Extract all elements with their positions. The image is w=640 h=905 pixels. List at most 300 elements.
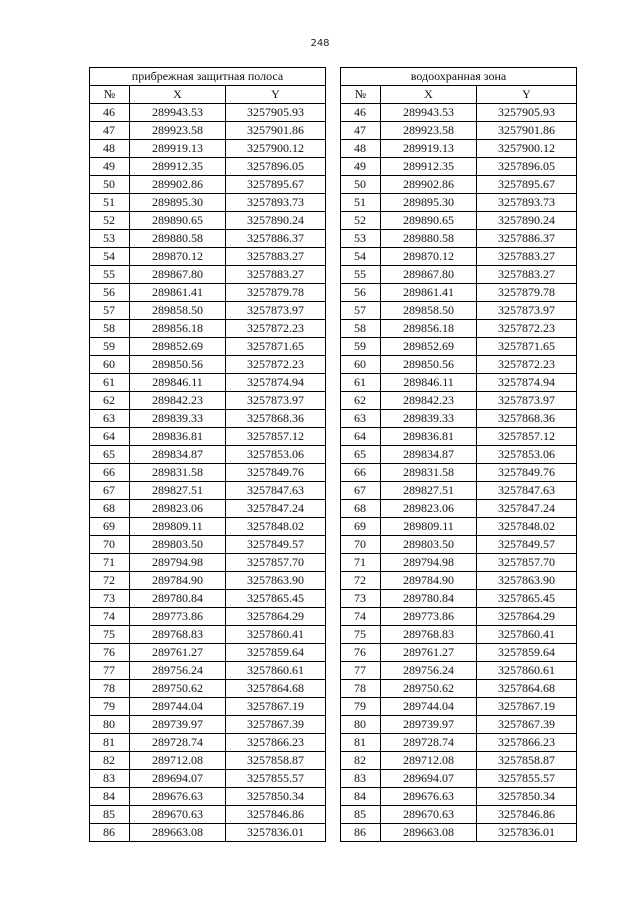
right-x-coordinate: 289842.23 [381,392,477,410]
table-row [90,428,577,446]
table-gap [326,356,341,374]
right-y-coordinate: 3257871.65 [477,338,577,356]
right-point-number: 66 [341,464,381,482]
right-y-coordinate: 3257865.45 [477,590,577,608]
right-y-coordinate: 3257867.39 [477,716,577,734]
column-header-row [90,86,577,104]
table-row [90,590,577,608]
right-x-coordinate: 289834.87 [381,446,477,464]
right-x-coordinate: 289744.04 [381,698,477,716]
left-y-coordinate: 3257886.37 [226,230,326,248]
left-y-coordinate: 3257855.57 [226,770,326,788]
right-y-coordinate: 3257895.67 [477,176,577,194]
right-point-number: 79 [341,698,381,716]
right-y-coordinate: 3257836.01 [477,824,577,842]
right-x-coordinate: 289919.13 [381,140,477,158]
right-x-coordinate: 289870.12 [381,248,477,266]
right-header-x: X [381,86,477,104]
right-point-number: 74 [341,608,381,626]
left-x-coordinate: 289912.35 [130,158,226,176]
right-x-coordinate: 289712.08 [381,752,477,770]
right-y-coordinate: 3257863.90 [477,572,577,590]
left-point-number: 54 [90,248,130,266]
left-y-coordinate: 3257905.93 [226,104,326,122]
left-y-coordinate: 3257873.97 [226,392,326,410]
right-x-coordinate: 289809.11 [381,518,477,536]
left-y-coordinate: 3257859.64 [226,644,326,662]
table-gap [326,608,341,626]
right-x-coordinate: 289694.07 [381,770,477,788]
right-point-number: 85 [341,806,381,824]
right-y-coordinate: 3257868.36 [477,410,577,428]
right-y-coordinate: 3257860.61 [477,662,577,680]
table-row [90,410,577,428]
table-gap [326,590,341,608]
left-x-coordinate: 289739.97 [130,716,226,734]
table-gap [326,338,341,356]
left-header-num: № [90,86,130,104]
right-x-coordinate: 289784.90 [381,572,477,590]
right-header-y: Y [477,86,577,104]
table-gap [326,212,341,230]
right-x-coordinate: 289768.83 [381,626,477,644]
table-row [90,662,577,680]
right-y-coordinate: 3257850.34 [477,788,577,806]
left-point-number: 60 [90,356,130,374]
table-row [90,194,577,212]
left-y-coordinate: 3257901.86 [226,122,326,140]
left-point-number: 84 [90,788,130,806]
left-x-coordinate: 289784.90 [130,572,226,590]
left-y-coordinate: 3257879.78 [226,284,326,302]
right-x-coordinate: 289773.86 [381,608,477,626]
table-row [90,698,577,716]
left-x-coordinate: 289728.74 [130,734,226,752]
left-point-number: 52 [90,212,130,230]
left-point-number: 50 [90,176,130,194]
table-gap [326,140,341,158]
right-y-coordinate: 3257846.86 [477,806,577,824]
left-y-coordinate: 3257873.97 [226,302,326,320]
right-x-coordinate: 289923.58 [381,122,477,140]
right-y-coordinate: 3257873.97 [477,392,577,410]
left-table-title: прибрежная защитная полоса [90,68,326,86]
left-x-coordinate: 289744.04 [130,698,226,716]
left-y-coordinate: 3257883.27 [226,248,326,266]
table-gap [326,392,341,410]
table-row [90,644,577,662]
left-x-coordinate: 289842.23 [130,392,226,410]
table-row [90,608,577,626]
left-point-number: 86 [90,824,130,842]
table-row [90,230,577,248]
left-x-coordinate: 289803.50 [130,536,226,554]
right-x-coordinate: 289823.06 [381,500,477,518]
right-y-coordinate: 3257847.63 [477,482,577,500]
table-row [90,518,577,536]
right-point-number: 46 [341,104,381,122]
left-y-coordinate: 3257846.86 [226,806,326,824]
left-x-coordinate: 289895.30 [130,194,226,212]
right-y-coordinate: 3257855.57 [477,770,577,788]
left-point-number: 71 [90,554,130,572]
left-x-coordinate: 289861.41 [130,284,226,302]
right-x-coordinate: 289867.80 [381,266,477,284]
table-gap [326,500,341,518]
table-row [90,770,577,788]
right-x-coordinate: 289880.58 [381,230,477,248]
left-point-number: 79 [90,698,130,716]
left-x-coordinate: 289694.07 [130,770,226,788]
left-y-coordinate: 3257867.39 [226,716,326,734]
right-x-coordinate: 289943.53 [381,104,477,122]
left-x-coordinate: 289890.65 [130,212,226,230]
table-body [90,104,577,842]
table-gap [326,428,341,446]
table-row [90,734,577,752]
left-point-number: 53 [90,230,130,248]
right-point-number: 60 [341,356,381,374]
right-point-number: 81 [341,734,381,752]
left-point-number: 85 [90,806,130,824]
right-point-number: 49 [341,158,381,176]
right-point-number: 75 [341,626,381,644]
table-gap [326,104,341,122]
left-point-number: 63 [90,410,130,428]
left-y-coordinate: 3257858.87 [226,752,326,770]
page-number: 248 [310,38,330,49]
right-point-number: 69 [341,518,381,536]
right-x-coordinate: 289831.58 [381,464,477,482]
left-y-coordinate: 3257900.12 [226,140,326,158]
right-y-coordinate: 3257872.23 [477,320,577,338]
table-row [90,446,577,464]
right-x-coordinate: 289756.24 [381,662,477,680]
left-point-number: 46 [90,104,130,122]
left-y-coordinate: 3257872.23 [226,356,326,374]
left-x-coordinate: 289867.80 [130,266,226,284]
left-point-number: 66 [90,464,130,482]
left-y-coordinate: 3257883.27 [226,266,326,284]
left-x-coordinate: 289834.87 [130,446,226,464]
table-row [90,140,577,158]
left-point-number: 48 [90,140,130,158]
right-y-coordinate: 3257905.93 [477,104,577,122]
left-point-number: 74 [90,608,130,626]
right-x-coordinate: 289803.50 [381,536,477,554]
table-gap [326,302,341,320]
left-point-number: 76 [90,644,130,662]
left-y-coordinate: 3257868.36 [226,410,326,428]
right-point-number: 65 [341,446,381,464]
right-x-coordinate: 289780.84 [381,590,477,608]
right-x-coordinate: 289895.30 [381,194,477,212]
left-y-coordinate: 3257836.01 [226,824,326,842]
left-point-number: 57 [90,302,130,320]
right-x-coordinate: 289839.33 [381,410,477,428]
table-row [90,266,577,284]
right-point-number: 76 [341,644,381,662]
table-gap [326,284,341,302]
table-row [90,122,577,140]
table-row [90,788,577,806]
left-point-number: 65 [90,446,130,464]
right-header-num: № [341,86,381,104]
right-point-number: 86 [341,824,381,842]
left-y-coordinate: 3257865.45 [226,590,326,608]
right-y-coordinate: 3257849.76 [477,464,577,482]
right-point-number: 67 [341,482,381,500]
right-point-number: 68 [341,500,381,518]
right-y-coordinate: 3257879.78 [477,284,577,302]
left-x-coordinate: 289846.11 [130,374,226,392]
left-x-coordinate: 289670.63 [130,806,226,824]
left-x-coordinate: 289756.24 [130,662,226,680]
left-x-coordinate: 289794.98 [130,554,226,572]
table-row [90,482,577,500]
left-y-coordinate: 3257867.19 [226,698,326,716]
table-gap [326,644,341,662]
left-x-coordinate: 289870.12 [130,248,226,266]
table-row [90,680,577,698]
table-title-row [90,68,577,86]
right-point-number: 63 [341,410,381,428]
left-header-y: Y [226,86,326,104]
right-x-coordinate: 289856.18 [381,320,477,338]
right-point-number: 58 [341,320,381,338]
left-y-coordinate: 3257860.41 [226,626,326,644]
right-point-number: 47 [341,122,381,140]
table-row [90,374,577,392]
right-x-coordinate: 289676.63 [381,788,477,806]
left-x-coordinate: 289850.56 [130,356,226,374]
left-y-coordinate: 3257849.76 [226,464,326,482]
table-gap [326,824,341,842]
table-row [90,500,577,518]
left-y-coordinate: 3257857.12 [226,428,326,446]
table-row [90,302,577,320]
right-y-coordinate: 3257857.12 [477,428,577,446]
left-x-coordinate: 289943.53 [130,104,226,122]
left-x-coordinate: 289809.11 [130,518,226,536]
right-point-number: 48 [341,140,381,158]
right-x-coordinate: 289902.86 [381,176,477,194]
left-point-number: 73 [90,590,130,608]
right-y-coordinate: 3257901.86 [477,122,577,140]
right-point-number: 72 [341,572,381,590]
left-point-number: 58 [90,320,130,338]
right-x-coordinate: 289728.74 [381,734,477,752]
left-y-coordinate: 3257864.29 [226,608,326,626]
left-y-coordinate: 3257853.06 [226,446,326,464]
left-point-number: 49 [90,158,130,176]
left-y-coordinate: 3257864.68 [226,680,326,698]
table-gap [326,734,341,752]
table-gap [326,266,341,284]
right-point-number: 54 [341,248,381,266]
right-y-coordinate: 3257866.23 [477,734,577,752]
table-gap [326,572,341,590]
right-point-number: 64 [341,428,381,446]
right-y-coordinate: 3257900.12 [477,140,577,158]
left-point-number: 62 [90,392,130,410]
right-x-coordinate: 289827.51 [381,482,477,500]
left-y-coordinate: 3257849.57 [226,536,326,554]
table-gap [326,194,341,212]
table-gap [326,446,341,464]
coordinates-table [89,67,577,842]
left-y-coordinate: 3257895.67 [226,176,326,194]
right-y-coordinate: 3257874.94 [477,374,577,392]
left-point-number: 80 [90,716,130,734]
table-row [90,554,577,572]
table-gap [326,410,341,428]
table-gap [326,716,341,734]
table-row [90,104,577,122]
left-x-coordinate: 289831.58 [130,464,226,482]
left-y-coordinate: 3257850.34 [226,788,326,806]
right-x-coordinate: 289912.35 [381,158,477,176]
left-point-number: 64 [90,428,130,446]
table-row [90,212,577,230]
left-point-number: 72 [90,572,130,590]
left-x-coordinate: 289750.62 [130,680,226,698]
table-gap [326,86,341,104]
table-row [90,356,577,374]
right-y-coordinate: 3257857.70 [477,554,577,572]
right-x-coordinate: 289858.50 [381,302,477,320]
table-gap [326,752,341,770]
left-point-number: 82 [90,752,130,770]
left-x-coordinate: 289773.86 [130,608,226,626]
right-y-coordinate: 3257893.73 [477,194,577,212]
left-x-coordinate: 289836.81 [130,428,226,446]
left-x-coordinate: 289663.08 [130,824,226,842]
table-row [90,572,577,590]
table-row [90,320,577,338]
right-y-coordinate: 3257859.64 [477,644,577,662]
right-point-number: 78 [341,680,381,698]
table-row [90,284,577,302]
right-y-coordinate: 3257858.87 [477,752,577,770]
right-point-number: 84 [341,788,381,806]
table-gap [326,554,341,572]
left-x-coordinate: 289761.27 [130,644,226,662]
left-y-coordinate: 3257874.94 [226,374,326,392]
table-row [90,158,577,176]
right-point-number: 50 [341,176,381,194]
left-point-number: 47 [90,122,130,140]
right-y-coordinate: 3257872.23 [477,356,577,374]
right-point-number: 53 [341,230,381,248]
table-row [90,626,577,644]
left-point-number: 75 [90,626,130,644]
table-row [90,248,577,266]
left-x-coordinate: 289856.18 [130,320,226,338]
table-row [90,752,577,770]
right-y-coordinate: 3257860.41 [477,626,577,644]
right-y-coordinate: 3257883.27 [477,266,577,284]
right-y-coordinate: 3257883.27 [477,248,577,266]
left-x-coordinate: 289823.06 [130,500,226,518]
left-header-x: X [130,86,226,104]
left-y-coordinate: 3257893.73 [226,194,326,212]
right-x-coordinate: 289761.27 [381,644,477,662]
right-x-coordinate: 289670.63 [381,806,477,824]
right-point-number: 70 [341,536,381,554]
left-point-number: 70 [90,536,130,554]
left-y-coordinate: 3257857.70 [226,554,326,572]
right-point-number: 61 [341,374,381,392]
left-y-coordinate: 3257872.23 [226,320,326,338]
right-point-number: 82 [341,752,381,770]
right-table-title: водоохранная зона [341,68,577,86]
table-gap [326,176,341,194]
table-gap [326,68,341,86]
left-x-coordinate: 289852.69 [130,338,226,356]
left-y-coordinate: 3257890.24 [226,212,326,230]
table-gap [326,482,341,500]
left-point-number: 81 [90,734,130,752]
left-point-number: 55 [90,266,130,284]
left-x-coordinate: 289768.83 [130,626,226,644]
right-y-coordinate: 3257896.05 [477,158,577,176]
left-point-number: 68 [90,500,130,518]
right-y-coordinate: 3257886.37 [477,230,577,248]
left-x-coordinate: 289827.51 [130,482,226,500]
table-gap [326,788,341,806]
right-x-coordinate: 289836.81 [381,428,477,446]
left-point-number: 61 [90,374,130,392]
right-point-number: 80 [341,716,381,734]
right-x-coordinate: 289890.65 [381,212,477,230]
left-x-coordinate: 289858.50 [130,302,226,320]
right-x-coordinate: 289794.98 [381,554,477,572]
left-x-coordinate: 289780.84 [130,590,226,608]
left-x-coordinate: 289880.58 [130,230,226,248]
left-point-number: 67 [90,482,130,500]
left-y-coordinate: 3257896.05 [226,158,326,176]
left-y-coordinate: 3257866.23 [226,734,326,752]
right-y-coordinate: 3257853.06 [477,446,577,464]
right-y-coordinate: 3257847.24 [477,500,577,518]
table-row [90,536,577,554]
left-x-coordinate: 289676.63 [130,788,226,806]
table-gap [326,248,341,266]
left-x-coordinate: 289902.86 [130,176,226,194]
table-row [90,464,577,482]
right-y-coordinate: 3257873.97 [477,302,577,320]
left-x-coordinate: 289712.08 [130,752,226,770]
right-x-coordinate: 289750.62 [381,680,477,698]
right-y-coordinate: 3257849.57 [477,536,577,554]
table-gap [326,536,341,554]
table-gap [326,698,341,716]
table-row [90,806,577,824]
table-gap [326,626,341,644]
left-x-coordinate: 289839.33 [130,410,226,428]
left-y-coordinate: 3257863.90 [226,572,326,590]
right-x-coordinate: 289850.56 [381,356,477,374]
right-y-coordinate: 3257867.19 [477,698,577,716]
table-gap [326,662,341,680]
right-y-coordinate: 3257848.02 [477,518,577,536]
right-x-coordinate: 289739.97 [381,716,477,734]
right-point-number: 71 [341,554,381,572]
left-y-coordinate: 3257847.63 [226,482,326,500]
left-y-coordinate: 3257848.02 [226,518,326,536]
table-gap [326,680,341,698]
